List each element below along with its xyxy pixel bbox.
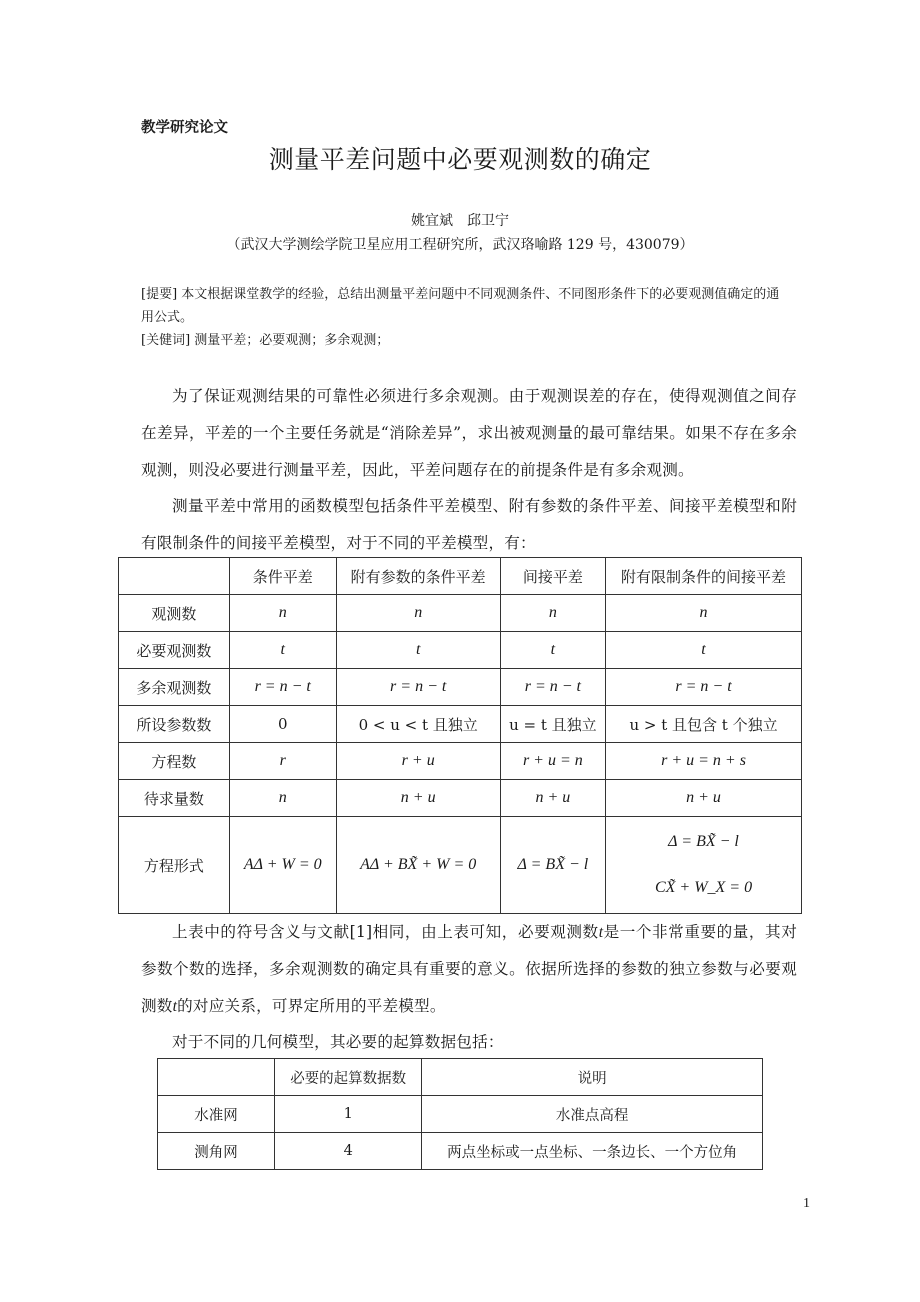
paper-title: 测量平差问题中必要观测数的确定 (268, 145, 652, 174)
table-cell: r = n − t (229, 669, 336, 706)
paragraph-4: 对于不同的几何模型，其必要的起算数据包括： (172, 1033, 504, 1051)
table-row (158, 1133, 763, 1170)
row-label: 方程数 (119, 743, 230, 780)
table-cell: r = n − t (500, 669, 605, 706)
table-cell: n (500, 595, 605, 632)
table-cell: r + u = n (500, 743, 605, 780)
section-label: 教学研究论文 (141, 120, 228, 136)
table-cell: n + u (500, 780, 605, 817)
table-cell: t (500, 632, 605, 669)
row-label: 测角网 (158, 1133, 275, 1170)
abstract-text: 本文根据课堂教学的经验，总结出测量平差问题中不同观测条件、不同图形条件下的必要观测值确定的通用公式。 (141, 287, 780, 325)
table-row (119, 669, 802, 706)
starting-data-table (157, 1058, 763, 1170)
table-cell: r = n − t (336, 669, 500, 706)
table-cell: r = n − t (606, 669, 802, 706)
table-cell: 0 < u < t 且独立 (336, 706, 500, 743)
equation-line: Δ = BX̃ − l (668, 833, 739, 850)
table-cell: 4 (275, 1133, 422, 1170)
table-row (119, 780, 802, 817)
table-row (119, 817, 802, 914)
table-row (158, 1096, 763, 1133)
table-header-cell (119, 558, 230, 595)
table-cell: 0 (229, 706, 336, 743)
table-header-row (158, 1059, 763, 1096)
table-cell (606, 817, 802, 914)
table-cell: n + u (606, 780, 802, 817)
table-row (119, 632, 802, 669)
row-label: 水准网 (158, 1096, 275, 1133)
table-cell: AΔ + BX̃ + W = 0 (336, 817, 500, 914)
table-cell: n (229, 780, 336, 817)
paragraph-3 (141, 914, 797, 1025)
math-symbol: t (598, 924, 604, 941)
equation-line: CX̃ + W_X = 0 (654, 879, 753, 896)
text-run: 上表中的符号含义与文献[1]相同，由上表可知，必要观测数 (172, 923, 599, 941)
authors: 姚宜斌 邱卫宁 (411, 213, 509, 229)
table-header-cell: 间接平差 (500, 558, 605, 595)
table-cell: u = t 且独立 (500, 706, 605, 743)
table-cell: r + u = n + s (606, 743, 802, 780)
table-cell: 1 (275, 1096, 422, 1133)
table-cell: n (606, 595, 802, 632)
table-cell: n (336, 595, 500, 632)
table-cell: 水准点高程 (422, 1096, 763, 1133)
row-label: 观测数 (119, 595, 230, 632)
table-row (119, 706, 802, 743)
table-header-cell: 附有参数的条件平差 (336, 558, 500, 595)
table-cell: u > t 且包含 t 个独立 (606, 706, 802, 743)
affiliation: （武汉大学测绘学院卫星应用工程研究所，武汉珞喻路 129 号，430079） (226, 237, 694, 253)
paragraph-2: 测量平差中常用的函数模型包括条件平差模型、附有参数的条件平差、间接平差模型和附有限制条件的间接平差模型，对于不同的平差模型，有： (141, 497, 797, 552)
row-label: 待求量数 (119, 780, 230, 817)
table-header-cell: 附有限制条件的间接平差 (606, 558, 802, 595)
model-comparison-table (118, 557, 802, 914)
page-number: 1 (803, 1196, 810, 1211)
table-header-row (119, 558, 802, 595)
keywords-label: [关健词] (141, 333, 191, 348)
text-run: 的对应关系，可界定所用的平差模型。 (177, 997, 446, 1015)
table-header-cell: 条件平差 (229, 558, 336, 595)
table-cell: r + u (336, 743, 500, 780)
table-cell: 两点坐标或一点坐标、一条边长、一个方位角 (422, 1133, 763, 1170)
table-cell: r (229, 743, 336, 780)
paragraph-1: 为了保证观测结果的可靠性必须进行多余观测。由于观测误差的存在，使得观测值之间存在差异，平差的一个主要任务就是“消除差异”，求出被观测量的最可靠结果。如果不存在多余观测，则没必要进行测量平差，因此，平差问题存在的前提条件是有多余观测。 (141, 387, 797, 479)
table-cell: t (336, 632, 500, 669)
math-symbol: t (172, 998, 178, 1015)
table-cell: t (229, 632, 336, 669)
table-row (119, 595, 802, 632)
keywords-text: 测量平差；必要观测；多余观测； (194, 333, 390, 348)
row-label: 所设参数数 (119, 706, 230, 743)
row-label: 方程形式 (119, 817, 230, 914)
table-cell: n (229, 595, 336, 632)
keywords (141, 329, 791, 352)
table-header-cell: 说明 (422, 1059, 763, 1096)
row-label: 必要观测数 (119, 632, 230, 669)
table-cell: t (606, 632, 802, 669)
table-cell: AΔ + W = 0 (229, 817, 336, 914)
table-row (119, 743, 802, 780)
row-label: 多余观测数 (119, 669, 230, 706)
table-cell: n + u (336, 780, 500, 817)
text-run: 是一个非常重要的量，其对参数个数的选择，多余观测数的确定具有重要的意义。依据所选择的参数的独立参数与必要观测数 (141, 923, 797, 1015)
abstract-label: [提要] (141, 287, 178, 302)
table-cell: Δ = BX̃ − l (500, 817, 605, 914)
abstract (141, 283, 791, 329)
table-header-cell: 必要的起算数据数 (275, 1059, 422, 1096)
table-header-cell (158, 1059, 275, 1096)
